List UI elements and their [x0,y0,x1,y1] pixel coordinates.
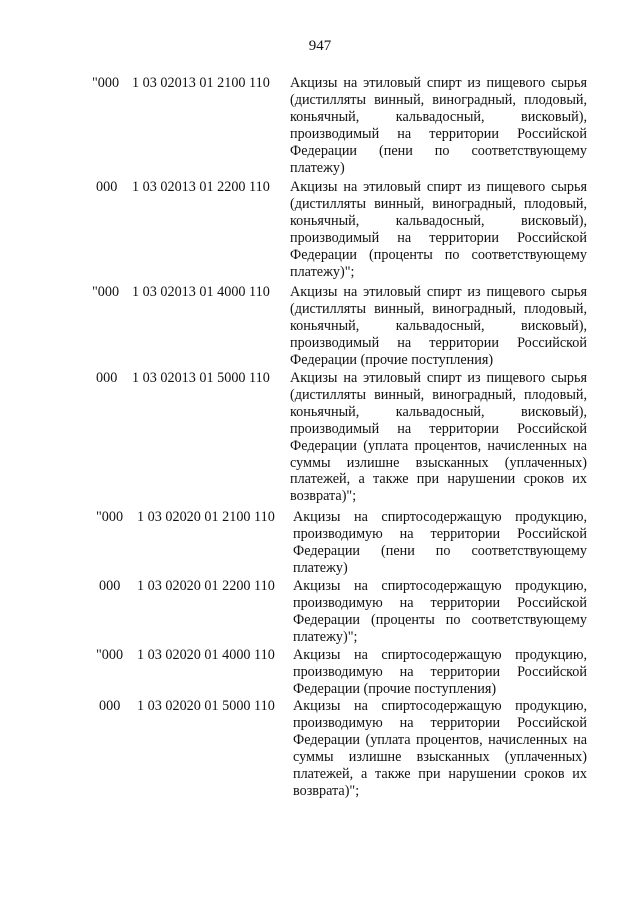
income-description: Акцизы на этиловый спирт из пищевого сырья (дистилляты винный, виноградный, плодовый, коньячный, кальвадосный, висковый), производимый на территории Российской Федерации (проценты по соответствующему платежу)"; [290,179,587,280]
admin-code: "000 [96,647,124,663]
income-description: Акцизы на спиртосодержащую продукцию, производимую на территории Российской Федерации (проценты по соответствующему платежу)"; [293,578,587,645]
kbk-code: 1 03 02013 01 5000 110 [132,370,270,386]
admin-code: 000 [99,578,121,594]
admin-code: 000 [96,179,118,195]
income-description: Акцизы на этиловый спирт из пищевого сырья (дистилляты винный, виноградный, плодовый, коньячный, кальвадосный, висковый), производимый на территории Российской Федерации (прочие поступления) [290,284,587,368]
admin-code: 000 [96,370,118,386]
page-number: 947 [308,38,332,54]
income-description: Акцизы на этиловый спирт из пищевого сырья (дистилляты винный, виноградный, плодовый, коньячный, кальвадосный, висковый), производимый на территории Российской Федерации (пени по соответствующему платежу) [290,75,587,176]
income-description: Акцизы на этиловый спирт из пищевого сырья (дистилляты винный, виноградный, плодовый, коньячный, кальвадосный, висковый), производимый на территории Российской Федерации (уплата процентов, начисленных на суммы излишне взысканных (уплаченных) платежей, а также при нарушении сроков их возврата)"; [290,370,587,505]
kbk-code: 1 03 02020 01 4000 110 [137,647,275,663]
admin-code: "000 [92,284,120,300]
income-description: Акцизы на спиртосодержащую продукцию, производимую на территории Российской Федерации (уплата процентов, начисленных на суммы излишне взысканных (уплаченных) платежей, а также при нарушении сроков их возврата)"; [293,698,587,799]
kbk-code: 1 03 02013 01 2100 110 [132,75,270,91]
income-description: Акцизы на спиртосодержащую продукцию, производимую на территории Российской Федерации (прочие поступления) [293,647,587,697]
admin-code: 000 [99,698,121,714]
kbk-code: 1 03 02020 01 2100 110 [137,509,275,525]
kbk-code: 1 03 02013 01 2200 110 [132,179,270,195]
admin-code: "000 [92,75,120,91]
admin-code: "000 [96,509,124,525]
kbk-code: 1 03 02020 01 2200 110 [137,578,275,594]
kbk-code: 1 03 02013 01 4000 110 [132,284,270,300]
income-description: Акцизы на спиртосодержащую продукцию, производимую на территории Российской Федерации (пени по соответствующему платежу) [293,509,587,576]
kbk-code: 1 03 02020 01 5000 110 [137,698,275,714]
